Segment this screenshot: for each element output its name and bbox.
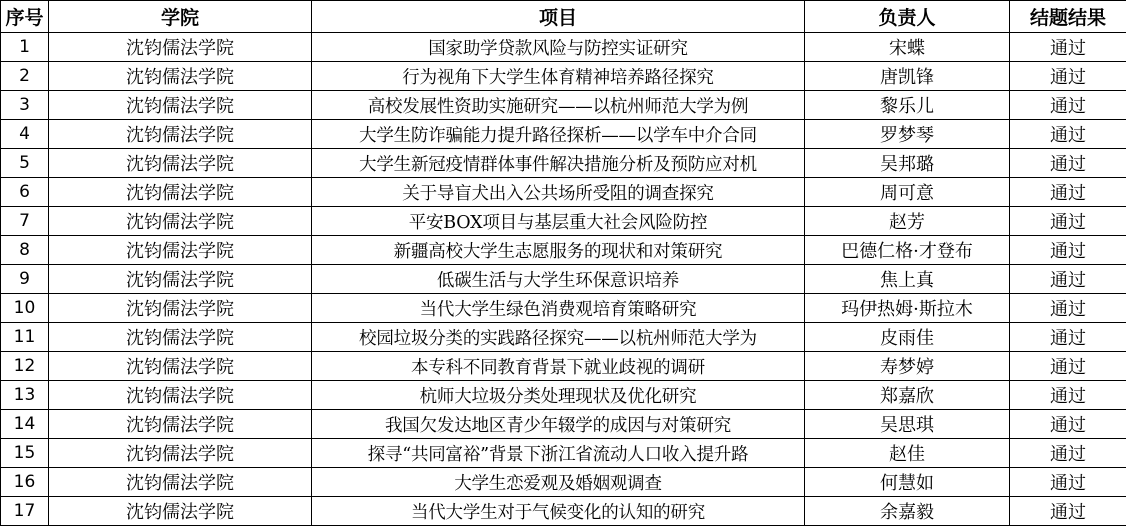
row-result: 通过 xyxy=(1010,33,1126,62)
row-college: 沈钧儒法学院 xyxy=(49,294,312,323)
row-result: 通过 xyxy=(1010,207,1126,236)
row-result: 通过 xyxy=(1010,149,1126,178)
row-owner: 巴德仁格·才登布 xyxy=(805,236,1010,265)
header-no: 序号 xyxy=(1,1,49,33)
table-body xyxy=(1,33,1126,526)
row-owner: 吴邦璐 xyxy=(805,149,1010,178)
row-result: 通过 xyxy=(1010,178,1126,207)
row-college: 沈钧儒法学院 xyxy=(49,120,312,149)
table-row xyxy=(1,410,1126,439)
row-owner: 焦上真 xyxy=(805,265,1010,294)
row-owner: 周可意 xyxy=(805,178,1010,207)
row-project: 低碳生活与大学生环保意识培养 xyxy=(312,265,805,294)
row-project: 高校发展性资助实施研究——以杭州师范大学为例 xyxy=(312,91,805,120)
table-row xyxy=(1,294,1126,323)
row-project: 杭师大垃圾分类处理现状及优化研究 xyxy=(312,381,805,410)
row-number: 14 xyxy=(1,410,49,439)
row-owner: 玛伊热姆·斯拉木 xyxy=(805,294,1010,323)
header-college: 学院 xyxy=(49,1,312,33)
row-project: 校园垃圾分类的实践路径探究——以杭州师范大学为 xyxy=(312,323,805,352)
row-college: 沈钧儒法学院 xyxy=(49,265,312,294)
row-project: 当代大学生绿色消费观培育策略研究 xyxy=(312,294,805,323)
row-project: 行为视角下大学生体育精神培养路径探究 xyxy=(312,62,805,91)
row-project: 大学生防诈骗能力提升路径探析——以学车中介合同 xyxy=(312,120,805,149)
row-college: 沈钧儒法学院 xyxy=(49,352,312,381)
row-project: 大学生恋爱观及婚姻观调查 xyxy=(312,468,805,497)
row-college: 沈钧儒法学院 xyxy=(49,207,312,236)
row-result: 通过 xyxy=(1010,91,1126,120)
row-number: 6 xyxy=(1,178,49,207)
row-college: 沈钧儒法学院 xyxy=(49,33,312,62)
row-result: 通过 xyxy=(1010,410,1126,439)
table-row xyxy=(1,352,1126,381)
table-row xyxy=(1,468,1126,497)
row-result: 通过 xyxy=(1010,497,1126,526)
row-number: 3 xyxy=(1,91,49,120)
row-number: 9 xyxy=(1,265,49,294)
row-result: 通过 xyxy=(1010,323,1126,352)
row-project: 探寻“共同富裕”背景下浙江省流动人口收入提升路 xyxy=(312,439,805,468)
table-row xyxy=(1,497,1126,526)
row-result: 通过 xyxy=(1010,468,1126,497)
row-number: 4 xyxy=(1,120,49,149)
table-row xyxy=(1,236,1126,265)
row-owner: 皮雨佳 xyxy=(805,323,1010,352)
row-college: 沈钧儒法学院 xyxy=(49,468,312,497)
row-project: 关于导盲犬出入公共场所受阻的调查探究 xyxy=(312,178,805,207)
table-row xyxy=(1,323,1126,352)
row-result: 通过 xyxy=(1010,294,1126,323)
table-row xyxy=(1,381,1126,410)
row-owner: 余嘉毅 xyxy=(805,497,1010,526)
row-project: 新疆高校大学生志愿服务的现状和对策研究 xyxy=(312,236,805,265)
row-owner: 赵芳 xyxy=(805,207,1010,236)
header-project: 项目 xyxy=(312,1,805,33)
row-number: 10 xyxy=(1,294,49,323)
row-college: 沈钧儒法学院 xyxy=(49,410,312,439)
table-row xyxy=(1,120,1126,149)
row-college: 沈钧儒法学院 xyxy=(49,236,312,265)
row-college: 沈钧儒法学院 xyxy=(49,381,312,410)
row-project: 平安BOX项目与基层重大社会风险防控 xyxy=(312,207,805,236)
row-number: 15 xyxy=(1,439,49,468)
row-owner: 唐凯锋 xyxy=(805,62,1010,91)
row-project: 当代大学生对于气候变化的认知的研究 xyxy=(312,497,805,526)
table-row xyxy=(1,178,1126,207)
row-owner: 宋蝶 xyxy=(805,33,1010,62)
row-owner: 郑嘉欣 xyxy=(805,381,1010,410)
row-college: 沈钧儒法学院 xyxy=(49,62,312,91)
row-college: 沈钧儒法学院 xyxy=(49,149,312,178)
row-owner: 寿梦婷 xyxy=(805,352,1010,381)
row-result: 通过 xyxy=(1010,265,1126,294)
header-row xyxy=(1,1,1126,33)
row-number: 12 xyxy=(1,352,49,381)
row-result: 通过 xyxy=(1010,352,1126,381)
row-project: 我国欠发达地区青少年辍学的成因与对策研究 xyxy=(312,410,805,439)
row-owner: 赵佳 xyxy=(805,439,1010,468)
row-number: 7 xyxy=(1,207,49,236)
row-college: 沈钧儒法学院 xyxy=(49,497,312,526)
row-owner: 罗梦琴 xyxy=(805,120,1010,149)
row-number: 5 xyxy=(1,149,49,178)
table-row xyxy=(1,265,1126,294)
header-result: 结题结果 xyxy=(1010,1,1126,33)
row-number: 13 xyxy=(1,381,49,410)
row-owner: 何慧如 xyxy=(805,468,1010,497)
table-row xyxy=(1,33,1126,62)
table-row xyxy=(1,439,1126,468)
row-number: 11 xyxy=(1,323,49,352)
row-number: 16 xyxy=(1,468,49,497)
table-row xyxy=(1,149,1126,178)
row-college: 沈钧儒法学院 xyxy=(49,323,312,352)
row-project: 大学生新冠疫情群体事件解决措施分析及预防应对机 xyxy=(312,149,805,178)
row-result: 通过 xyxy=(1010,236,1126,265)
row-number: 8 xyxy=(1,236,49,265)
table-row xyxy=(1,207,1126,236)
row-number: 1 xyxy=(1,33,49,62)
table-row xyxy=(1,62,1126,91)
row-project: 国家助学贷款风险与防控实证研究 xyxy=(312,33,805,62)
row-result: 通过 xyxy=(1010,439,1126,468)
header-owner: 负责人 xyxy=(805,1,1010,33)
table-row xyxy=(1,91,1126,120)
row-owner: 黎乐儿 xyxy=(805,91,1010,120)
row-result: 通过 xyxy=(1010,62,1126,91)
row-college: 沈钧儒法学院 xyxy=(49,178,312,207)
row-result: 通过 xyxy=(1010,120,1126,149)
row-college: 沈钧儒法学院 xyxy=(49,439,312,468)
row-owner: 吴思琪 xyxy=(805,410,1010,439)
row-number: 17 xyxy=(1,497,49,526)
row-college: 沈钧儒法学院 xyxy=(49,91,312,120)
row-number: 2 xyxy=(1,62,49,91)
row-result: 通过 xyxy=(1010,381,1126,410)
row-project: 本专科不同教育背景下就业歧视的调研 xyxy=(312,352,805,381)
